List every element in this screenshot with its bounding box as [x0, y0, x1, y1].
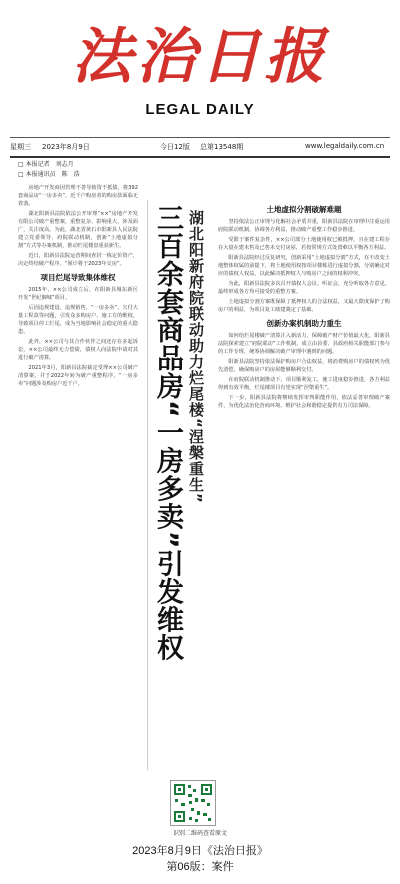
weekday: 星期三 [10, 143, 31, 151]
newspaper-title-en: LEGAL DAILY [145, 101, 255, 118]
masthead [0, 0, 400, 150]
issue-date: 2023年8月9日 [42, 143, 90, 151]
body-paragraph: 此外，××公司与其合作伙伴之间还存在多起诉讼，××公司最终无力偿债，债权人向法院申请对其进行破产清算。 [18, 339, 138, 361]
masthead-bottom-rule [10, 156, 390, 158]
article-subheadline: 湖北阳新府院联动助力烂尾楼“涅槃重生” [187, 210, 205, 504]
body-paragraph: 2021年3月，阳新县法院裁定受理××公司破产清算案，并于2022年转为破产重整程序，“一房多卖”问题涉及购房户近千户。 [18, 365, 138, 387]
masthead-info-bar [10, 140, 390, 154]
newspaper-title: 法治日报 [72, 22, 328, 92]
right-column [218, 200, 390, 412]
section-subhead: 创新办案机制助力重生 [266, 319, 342, 328]
body-paragraph: 为此，阳新县法院多次召开债权人会议、听证会，充分听取各方意见，最终形成各方均可接受的重整方案。 [218, 281, 390, 295]
qr-code[interactable] [170, 780, 216, 826]
body-paragraph: 受限于案件复杂性，××公司部分土地使用权已被抵押，且在建工程存在大量在建未售及已售未交付房屋，若按常规方式处置难以平衡各方利益。 [218, 237, 390, 251]
left-column [18, 160, 138, 390]
qr-caption: 识别二维码查看原文 [172, 830, 227, 837]
body-paragraph: 下一步，阳新县法院将继续发挥审判职能作用，依法妥善审理破产案件，为优化法治化营商环境、维护社会和谐稳定提供有力司法保障。 [218, 395, 390, 409]
article-headline: 三百余套商品房“一房多卖”引发维权 [152, 204, 183, 662]
column-divider [147, 200, 148, 770]
body-paragraph: 房地产开发商因管理不善导致资不抵债，将392套商品房“一房多卖”，近千户购房者的购房款面临无着落。 [18, 185, 138, 207]
section-subhead: 土地虚拟分割破解难题 [266, 205, 342, 214]
issue-number: 总第13548期 [200, 143, 244, 151]
body-paragraph: 近日，阳新县法院运营期间查封一栋定价资产，决定终结破产程序。“预计将于2023年交房”。 [18, 253, 138, 267]
body-paragraph: 湖北阳新县法院依法公开审理“××”房地产开发有限公司破产重整案，重整复杂、影响重大、涉及面广，关注度高。为此，湖北省黄石市阳新县人民法院建立党委领导、府院联动机制，创新“土地虚拟分割”方式等办案机制，推动烂尾楼盘重获新生。 [18, 211, 138, 249]
byline-correspondent: □ 本报通讯员 陈 浩 [18, 171, 80, 178]
body-paragraph: 阳新县法院坚持依法保护购房户合法权益，将消费购房户的债权列为优先清偿，确保购房户的房屋能够顺利交付。 [218, 359, 390, 373]
byline [18, 160, 138, 180]
footer-page-line: 第06版：案件 [166, 861, 234, 873]
masthead-top-rule [10, 137, 390, 138]
byline-reporter: □ 本报记者 刘志月 [18, 161, 74, 168]
body-paragraph: 土地虚拟分割方案既保障了抵押权人的合法权益，又最大限度保护了购房户的利益，为项目复工续建奠定了基础。 [218, 299, 390, 313]
body-paragraph: 坚持依法公正审理与化解社会矛盾并重，阳新县法院在审理中注重运用府院联动机制，协调各方利益，推动破产重整工作稳步推进。 [218, 219, 390, 233]
body-paragraph: 在府院联动机制推动下，项目顺利复工，施工进度稳步推进，各方利益得到有效平衡，烂尾楼项目有望实现“涅槃重生”。 [218, 377, 390, 391]
body-paragraph: 后因违规建设、违规销售，“一房多卖”、欠付大量工程款等问题，引发众多购房户、施工方的维权，导致项目停工烂尾，成为当地影响社会稳定的重大隐患。 [18, 305, 138, 335]
website-link[interactable]: www.legaldaily.com.cn [305, 142, 385, 150]
body-paragraph: 2015年，××公司成立后，在阳新县城东新区开发“世纪御城”项目。 [18, 287, 138, 301]
qr-code-icon [171, 781, 215, 825]
footer-date-line: 2023年8月9日《法治日报》 [132, 845, 268, 857]
section-subhead: 项目烂尾导致集体维权 [40, 273, 116, 282]
body-paragraph: 阳新县法院经过反复研究，创新采用“土地虚拟分割”方式，在不改变土地整体权属的前提下，将土地使用权按项目楼栋进行虚拟分割，分别确定对应的债权人权益，以此解决抵押权人与购房户之间的权利冲突。 [218, 255, 390, 277]
body-paragraph: 如何给烂尾楼破产清算注入新活力，保障破产财产价值最大化，阳新县法院探索建立“府院联动”工作机制，成立由县委、县政府相关职能部门参与的工作专班，统筹协调解决破产审理中遇到的问题。 [218, 333, 390, 355]
page-count: 今日12版 [160, 143, 190, 151]
